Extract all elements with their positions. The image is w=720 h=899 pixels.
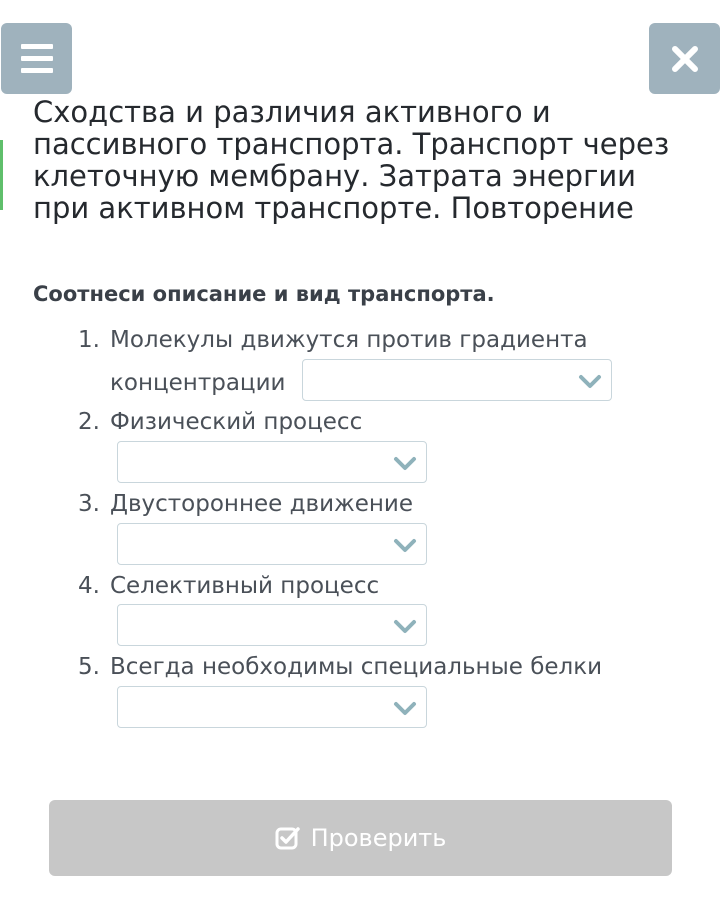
chevron-down-icon xyxy=(577,368,603,394)
check-button[interactable] xyxy=(49,800,672,876)
checkbox-check-icon xyxy=(275,825,301,851)
item-text: Двустороннее движение xyxy=(110,491,414,517)
item-text: Молекулы движутся против градиента xyxy=(110,327,588,353)
chevron-down-icon xyxy=(392,613,418,639)
chevron-down-icon xyxy=(392,695,418,721)
answer-select-5[interactable] xyxy=(117,686,427,728)
item-number: 5. xyxy=(78,654,100,680)
answer-select-4[interactable] xyxy=(117,604,427,646)
answer-select-1[interactable] xyxy=(302,359,612,401)
menu-button[interactable] xyxy=(1,23,72,94)
item-number: 3. xyxy=(78,491,100,517)
close-button[interactable] xyxy=(649,23,720,94)
item-text: Всегда необходимы специальные белки xyxy=(110,654,603,680)
page-title: Сходства и различия активного и пассивного транспорта. Транспорт через клеточную мембрану. Затрата энергии при активном транспорте. Повторение xyxy=(33,95,670,225)
task-instruction: Соотнеси описание и вид транспорта. xyxy=(33,282,495,306)
item-number: 4. xyxy=(78,573,100,599)
item-text-continued: концентрации xyxy=(110,370,286,396)
close-icon xyxy=(670,44,700,74)
menu-icon xyxy=(21,44,53,73)
answer-select-2[interactable] xyxy=(117,441,427,483)
item-number: 2. xyxy=(78,409,100,435)
chevron-down-icon xyxy=(392,450,418,476)
item-text: Селективный процесс xyxy=(110,573,380,599)
item-text: Физический процесс xyxy=(110,409,363,435)
check-button-label: Проверить xyxy=(310,824,447,852)
answer-select-3[interactable] xyxy=(117,523,427,565)
item-number: 1. xyxy=(78,327,100,353)
left-accent-bar xyxy=(0,140,3,210)
chevron-down-icon xyxy=(392,532,418,558)
